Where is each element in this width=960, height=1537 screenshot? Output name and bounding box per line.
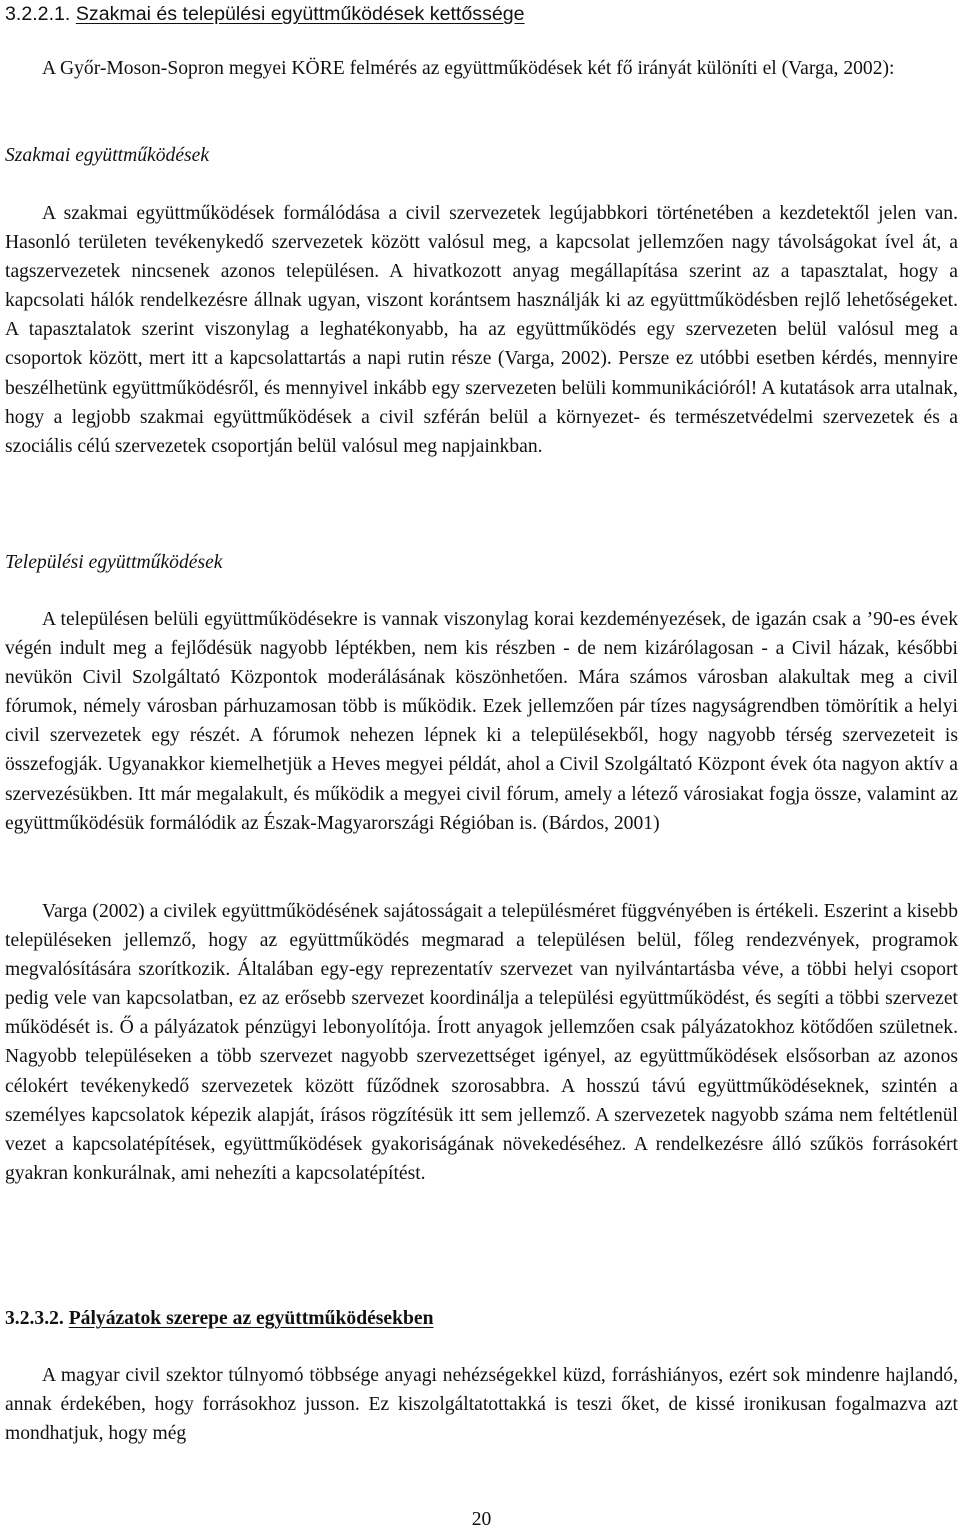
local-paragraph-2: Varga (2002) a civilek együttműködésének sajátosságait a településméret függvényében is értékeli. Eszerint a kisebb településeken jellemző, hogy az együttműködés megmarad a településen belül, főleg rendezvények, programok megvalósítására szorítkozik. Általában egy-egy reprezentatív szervezet van nyilvántartásba véve, a többi helyi csoport pedig vele van kapcsolatban, ez az erősebb szervezet koordinálja a települési együttműködést, és segíti a többi szervezet működését is. Ő a pályázatok pénzügyi lebonyolítója. Írott anyagok jellemzően csak pályázatokhoz kötődően születnek. Nagyobb településeken a több szervezet nagyobb szervezettséget igényel, az együttműködések elsősorban az azonos célokért tevékenykedő szervezetek között fűződnek szorosabbra. A hosszú távú együttműködéseknek, szintén a személyes kapcsolatok képezik alapját, írásos rögzítésük itt sem jellemző. A szervezetek nagyobb száma nem feltétlenül vezet a kapcsolatépítések, együttműködések gyakoriságának növekedéséhez. A rendelkezésre álló szűkös forrásokért gyakran konkurálnak, ami nehezíti a kapcsolatépítést. — [5, 901, 958, 1184]
section-2-paragraph: A magyar civil szektor túlnyomó többsége anyagi nehézségekkel küzd, forráshiányos, ezért sok mindenre hajlandó, annak érdekében, hogy forrásokhoz jusson. Ez kiszolgáltatottakká is teszi őket, de kissé ironikusan fogalmazva azt mondhatjuk, hogy még — [5, 1365, 958, 1445]
section-2-number: 3.2.3.2. — [5, 1308, 64, 1329]
section-2-heading — [5, 1304, 958, 1333]
intro-paragraph: A Győr-Moson-Sopron megyei KÖRE felmérés az együttműködések két fő irányát különíti el (Varga, 2002): — [42, 58, 895, 79]
subsection-title-professional: Szakmai együttműködések — [5, 145, 210, 166]
section-2-title: Pályázatok szerepe az együttműködésekben — [68, 1308, 434, 1329]
section-heading-number: 3.2.2.1. — [5, 3, 71, 25]
section-heading — [5, 0, 958, 29]
local-paragraph-1: A településen belüli együttműködésekre is vannak viszonylag korai kezdeményezések, de igazán csak a ’90-es évek végén indult meg a fejlődésük nagyobb léptékben, nem kis részben - de nem kizárólagosan - a Civil házak, későbbi nevükön Civil Szolgáltató Központok moderálásának köszönhetően. Mára számos városban alakultak meg a civil fórumok, némely városban párhuzamosan több is működik. Ezek jellemzően pár tízes nagyságrendben tömörítik a helyi civil szervezetek egy részét. A fórumok nehezen lépnek ki a településekből, hogy nagyobb térség szervezeteit is összefogják. Ugyanakkor kiemelhetjük a Heves megyei példát, ahol a Civil Szolgáltató Központ évek óta nagyon aktív a szervezésükben. Itt már megalakult, és működik a megyei civil fórum, amely a létező városiakat fogja össze, valamint az együttműködésük formálódik az Észak-Magyarországi Régióban is. (Bárdos, 2001) — [5, 609, 958, 834]
page-number: 20 — [471, 1509, 492, 1530]
professional-paragraph: A szakmai együttműködések formálódása a civil szervezetek legújabbkori történetében a kezdetektől jelen van. Hasonló területen tevékenykedő szervezetek között valósul meg, a kapcsolat jellemzően nagy távolságokat ível át, a tagszervezetek nincsenek azonos településen. A hivatkozott anyag megállapítása szerint az a tapasztalat, hogy a kapcsolati hálók rendelkezésre állnak ugyan, viszont korántsem használják ki az együttműködésben rejlő lehetőségeket. A tapasztalatok szerint viszonylag a leghatékonyabb, ha az együttműködés egy szervezeten belül valósul meg a csoportok között, mert itt a kapcsolattartás a napi rutin része (Varga, 2002). Persze ez utóbbi esetben kérdés, mennyire beszélhetünk együttműködésről, és mennyivel inkább egy szervezeten belüli kommunikációról! A kutatások arra utalnak, hogy a legjobb szakmai együttműködések a civil szférán belül a környezet- és természetvédelmi szervezetek és a szociális célú szervezetek csoportján belül valósul meg napjainkban. — [5, 203, 958, 457]
subsection-title-local: Települési együttműködések — [5, 552, 223, 573]
section-heading-title: Szakmai és települési együttműködések kettőssége — [75, 3, 525, 25]
